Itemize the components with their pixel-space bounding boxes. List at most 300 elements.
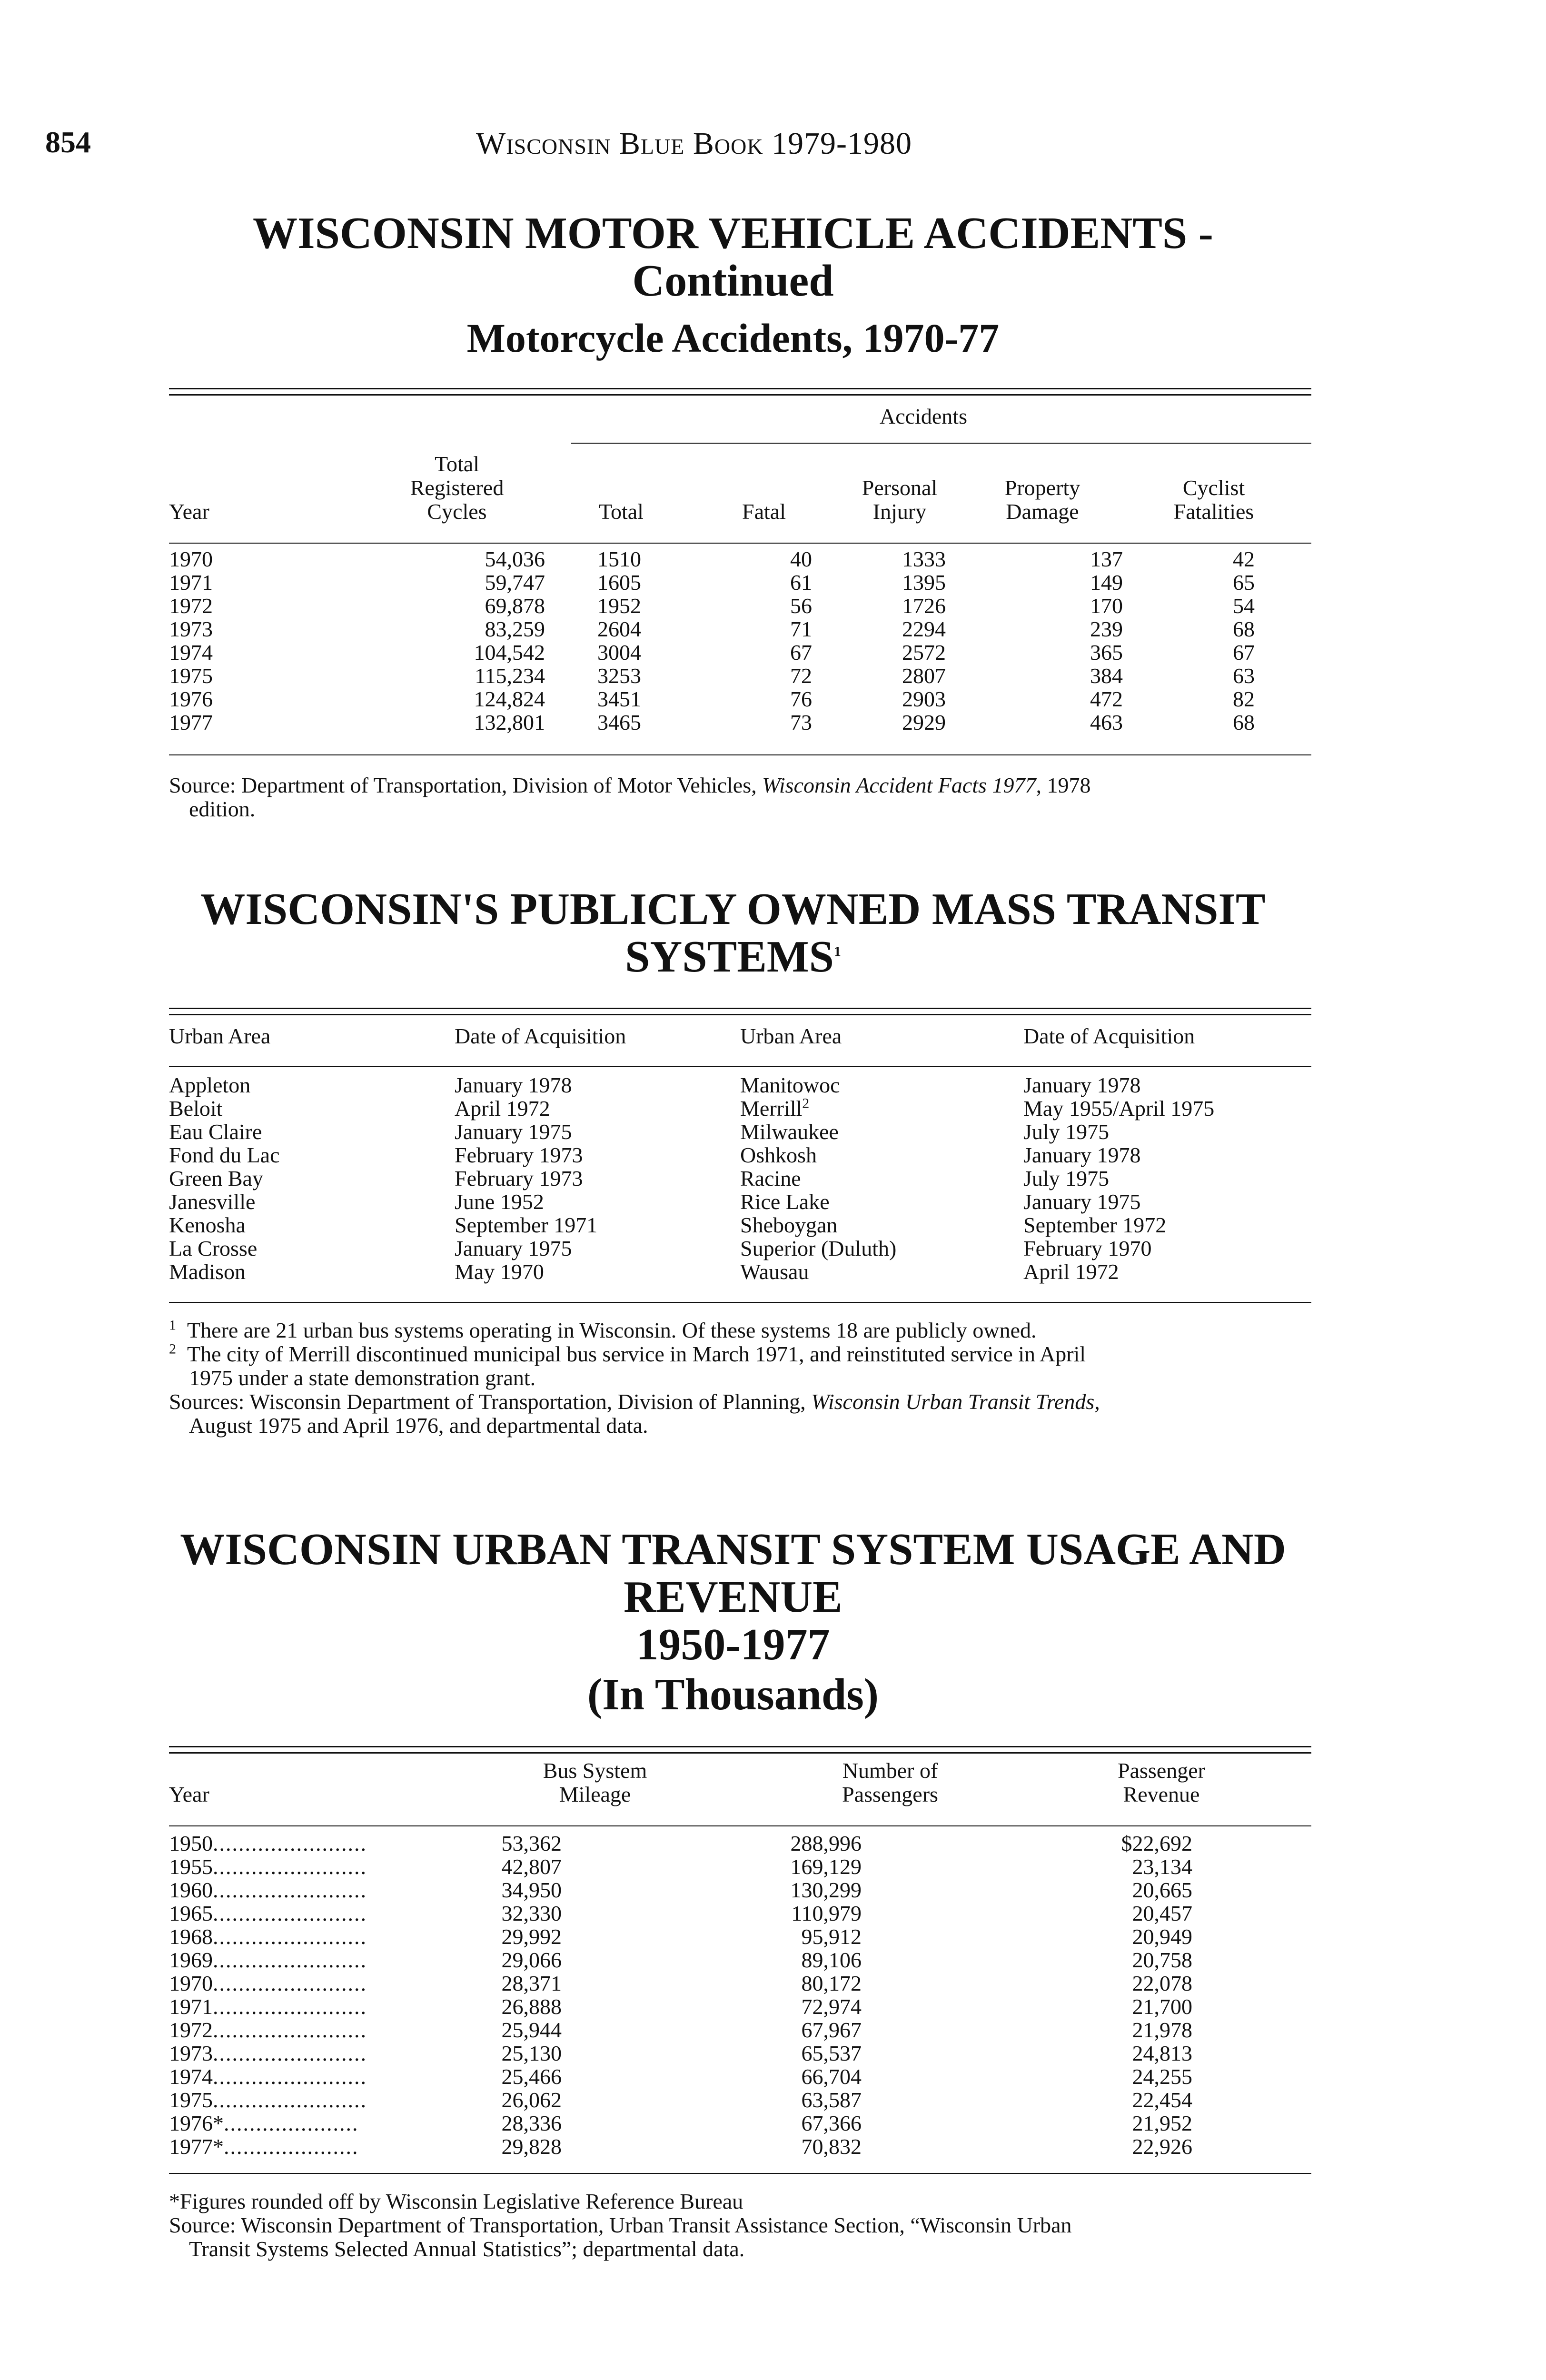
- note1-mark: 1: [169, 1317, 176, 1333]
- moto-cell-registered-cycles: 69,878: [485, 594, 545, 618]
- transit-col-date2: Date of Acquisition: [1023, 1024, 1195, 1048]
- usage-passengers: 80,172: [801, 1971, 862, 1995]
- usage-mileage: 28,371: [501, 1971, 562, 1995]
- col-cyclist-line1: Cyclist: [1182, 476, 1245, 500]
- transit-note1: [169, 1319, 1316, 1342]
- table-row: [169, 2042, 1240, 2065]
- transit-urban-area: Madison: [169, 1259, 246, 1284]
- transit-acquisition-date: June 1952: [455, 1190, 544, 1214]
- col-property-line1: Property: [1004, 476, 1080, 500]
- dot-leader: ........................: [213, 1924, 367, 1949]
- transit-urban-area: Manitowoc: [740, 1073, 840, 1097]
- dot-leader: ........................: [213, 1948, 367, 1972]
- moto-cell-year: 1971: [169, 570, 213, 595]
- transit-acquisition-date: May 1970: [455, 1259, 544, 1284]
- usage-source: Source: Wisconsin Department of Transportation, Urban Transit Assistance Section, “Wisconsin Urban: [169, 2213, 1072, 2237]
- table-row: [169, 594, 1385, 617]
- transit-sources: [169, 1390, 1316, 1414]
- usage-revenue: $22,692: [1121, 1831, 1192, 1855]
- col-cyclist-fatalities: [1152, 476, 1276, 524]
- transit-acquisition-date: February 1970: [1023, 1236, 1152, 1260]
- transit-table-left: [169, 1073, 740, 1283]
- moto-cell-property-damage: 239: [1090, 617, 1123, 641]
- usage-year-cell: [169, 2135, 459, 2158]
- moto-cell-cyclist-fatalities: 68: [1233, 710, 1255, 734]
- moto-cell-property-damage: 149: [1090, 570, 1123, 595]
- transit-acquisition-date: January 1978: [455, 1073, 572, 1097]
- usage-table: [169, 1832, 1240, 2158]
- moto-cell-property-damage: 472: [1090, 687, 1123, 711]
- usage-year-cell: [169, 2065, 459, 2088]
- table-row: [169, 1972, 1240, 1995]
- table-row: [169, 1948, 1240, 1972]
- usage-revenue: 20,758: [1132, 1948, 1192, 1972]
- table-row: [169, 1902, 1240, 1925]
- moto-cell-personal-injury: 2294: [902, 617, 946, 641]
- moto-cell-year: 1977: [169, 710, 213, 734]
- footnote-mark: 2: [802, 1095, 810, 1111]
- table-row: [169, 1073, 740, 1097]
- usage-year-cell: [169, 1855, 459, 1878]
- transit-urban-area: Wausau: [740, 1259, 809, 1284]
- transit-acquisition-date: May 1955/April 1975: [1023, 1096, 1215, 1121]
- transit-urban-area: Racine: [740, 1166, 801, 1190]
- table-row: [169, 1190, 740, 1213]
- table-row: [169, 617, 1385, 641]
- usage-mileage: 28,336: [501, 2111, 562, 2135]
- moto-cell-total: 1605: [597, 570, 641, 595]
- moto-cell-fatal: 61: [790, 570, 812, 595]
- col-registered-line1: Total: [435, 452, 479, 476]
- moto-cell-registered-cycles: 104,542: [474, 640, 545, 664]
- moto-cell-registered-cycles: 83,259: [485, 617, 545, 641]
- transit-acquisition-date: April 1972: [455, 1096, 550, 1121]
- table-row: [169, 1925, 1240, 1948]
- moto-cell-cyclist-fatalities: 54: [1233, 594, 1255, 618]
- usage-year: 1969: [169, 1948, 213, 1972]
- transit-acquisition-date: July 1975: [1023, 1166, 1110, 1190]
- usage-year: 1976*: [169, 2111, 224, 2135]
- transit-urban-area-cell: [740, 1190, 1023, 1213]
- table-row: [169, 1120, 740, 1143]
- moto-cell-total: 1952: [597, 594, 641, 618]
- moto-cell-property-damage: 365: [1090, 640, 1123, 664]
- usage-title-line2: REVENUE: [624, 1572, 842, 1622]
- usage-col-revenue: [1080, 1759, 1242, 1806]
- usage-col-pass-line1: Number of: [842, 1758, 938, 1783]
- col-year: Year: [169, 499, 209, 524]
- running-title-text: Wisconsin Blue Book 1979-1980: [476, 126, 912, 161]
- usage-revenue: 21,952: [1132, 2111, 1192, 2135]
- usage-title-line3: 1950-1977: [636, 1620, 830, 1669]
- transit-urban-area-cell: [740, 1237, 1023, 1260]
- transit-acquisition-date: September 1971: [455, 1213, 598, 1237]
- transit-urban-area: Janesville: [169, 1190, 256, 1214]
- usage-col-passengers: [809, 1759, 971, 1806]
- moto-cell-fatal: 76: [790, 687, 812, 711]
- table-row: [169, 1832, 1240, 1855]
- usage-year-cell: [169, 1995, 459, 2018]
- usage-passengers: 65,537: [801, 2041, 862, 2065]
- transit-urban-area: Fond du Lac: [169, 1143, 280, 1167]
- usage-passengers: 110,979: [791, 1901, 862, 1925]
- moto-cell-registered-cycles: 132,801: [474, 710, 545, 734]
- transit-acquisition-date: February 1973: [455, 1143, 583, 1167]
- table-row: [169, 2018, 1240, 2042]
- transit-note2-line2: 1975 under a state demonstration grant.: [189, 1366, 536, 1390]
- motorcycle-subtitle: Motorcycle Accidents, 1970-77: [466, 315, 1000, 361]
- dot-leader: ........................: [213, 1901, 367, 1925]
- table-row: [740, 1120, 1309, 1143]
- transit-title-mark: 1: [833, 943, 841, 960]
- moto-cell-total: 2604: [597, 617, 641, 641]
- running-title: [476, 126, 912, 162]
- table-row: [169, 664, 1385, 687]
- usage-revenue: 22,454: [1132, 2088, 1192, 2112]
- table-row: [169, 687, 1385, 711]
- transit-urban-area: Rice Lake: [740, 1190, 830, 1214]
- moto-cell-fatal: 73: [790, 710, 812, 734]
- col-registered-cycles: [386, 452, 528, 524]
- usage-mileage: 32,330: [501, 1901, 562, 1925]
- moto-cell-personal-injury: 1726: [902, 594, 946, 618]
- usage-revenue: 21,700: [1132, 1994, 1192, 2019]
- transit-urban-area: Merrill: [740, 1096, 803, 1121]
- moto-cell-year: 1976: [169, 687, 213, 711]
- usage-year: 1968: [169, 1924, 213, 1949]
- usage-col-rev-line1: Passenger: [1118, 1758, 1205, 1783]
- moto-cell-cyclist-fatalities: 65: [1233, 570, 1255, 595]
- usage-year: 1972: [169, 2018, 213, 2042]
- moto-cell-year: 1970: [169, 547, 213, 571]
- table-row: [169, 1878, 1240, 1902]
- usage-passengers: 89,106: [801, 1948, 862, 1972]
- usage-year: 1960: [169, 1878, 213, 1902]
- usage-revenue: 22,926: [1132, 2134, 1192, 2159]
- table-row: [169, 2065, 1240, 2088]
- motorcycle-source-line2: edition.: [189, 797, 256, 821]
- usage-passengers: 169,129: [790, 1854, 862, 1879]
- transit-col-date: Date of Acquisition: [455, 1024, 626, 1048]
- col-property-line2: Damage: [1006, 499, 1079, 524]
- dot-leader: .....................: [224, 2134, 359, 2159]
- usage-passengers: 67,967: [801, 2018, 862, 2042]
- usage-mileage: 29,828: [501, 2134, 562, 2159]
- usage-year: 1973: [169, 2041, 213, 2065]
- moto-cell-fatal: 72: [790, 664, 812, 688]
- col-personal-injury: [847, 476, 952, 524]
- moto-cell-cyclist-fatalities: 82: [1233, 687, 1255, 711]
- col-property-damage: [985, 476, 1100, 524]
- transit-urban-area: Beloit: [169, 1096, 223, 1121]
- usage-header-rule: [169, 1825, 1311, 1826]
- motorcycle-title-line1: WISCONSIN MOTOR VEHICLE ACCIDENTS -: [253, 208, 1213, 258]
- usage-year-cell: [169, 1972, 459, 1995]
- transit-urban-area-cell: [740, 1143, 1023, 1167]
- usage-source-line2: Transit Systems Selected Annual Statistics”; departmental data.: [189, 2237, 745, 2261]
- transit-acquisition-date: January 1978: [1023, 1143, 1141, 1167]
- usage-year: 1971: [169, 1994, 213, 2019]
- col-total: Total: [599, 499, 644, 524]
- table-row: [169, 2135, 1240, 2158]
- usage-revenue: 20,457: [1132, 1901, 1192, 1925]
- usage-title-line4: (In Thousands): [587, 1670, 879, 1719]
- moto-cell-total: 3451: [597, 687, 641, 711]
- usage-mileage: 29,066: [501, 1948, 562, 1972]
- dot-leader: ........................: [213, 1971, 367, 1995]
- transit-urban-area: Green Bay: [169, 1166, 263, 1190]
- col-fatal: Fatal: [742, 499, 786, 524]
- motorcycle-table: [169, 547, 1385, 734]
- transit-col-area: Urban Area: [169, 1024, 271, 1048]
- moto-cell-year: 1974: [169, 640, 213, 664]
- usage-year: 1955: [169, 1854, 213, 1879]
- col-injury-line1: Personal: [862, 476, 938, 500]
- usage-passengers: 70,832: [801, 2134, 862, 2159]
- transit-note2: [169, 1342, 1316, 1366]
- moto-cell-cyclist-fatalities: 68: [1233, 617, 1255, 641]
- usage-top-rule-1: [169, 1746, 1311, 1747]
- table-row: [169, 1167, 740, 1190]
- usage-passengers: 95,912: [801, 1924, 862, 1949]
- transit-acquisition-date: January 1975: [455, 1236, 572, 1260]
- moto-cell-personal-injury: 1333: [902, 547, 946, 571]
- page-number: 854: [45, 125, 91, 159]
- usage-mileage: 29,992: [501, 1924, 562, 1949]
- moto-cell-fatal: 40: [790, 547, 812, 571]
- moto-cell-fatal: 71: [790, 617, 812, 641]
- usage-top-rule-2: [169, 1752, 1311, 1754]
- transit-urban-area: Milwaukee: [740, 1120, 839, 1144]
- moto-cell-property-damage: 463: [1090, 710, 1123, 734]
- table-row: [169, 2112, 1240, 2135]
- usage-revenue: 24,813: [1132, 2041, 1192, 2065]
- usage-revenue: 24,255: [1132, 2064, 1192, 2089]
- transit-acquisition-date: September 1972: [1023, 1213, 1167, 1237]
- moto-cell-year: 1972: [169, 594, 213, 618]
- moto-cell-property-damage: 384: [1090, 664, 1123, 688]
- transit-urban-area-cell: [740, 1167, 1023, 1190]
- motorcycle-header-rule: [169, 543, 1311, 544]
- usage-revenue: 21,978: [1132, 2018, 1192, 2042]
- col-registered-line3: Cycles: [427, 499, 487, 524]
- moto-cell-total: 3253: [597, 664, 641, 688]
- usage-mileage: 26,062: [501, 2088, 562, 2112]
- transit-urban-area: Appleton: [169, 1073, 251, 1097]
- usage-year: 1965: [169, 1901, 213, 1925]
- usage-revenue: 22,078: [1132, 1971, 1192, 1995]
- table-row: [169, 1260, 740, 1283]
- table-row: [169, 547, 1385, 571]
- usage-year-cell: [169, 1902, 459, 1925]
- motorcycle-top-rule-1: [169, 388, 1311, 389]
- moto-cell-personal-injury: 2572: [902, 640, 946, 664]
- usage-passengers: 67,366: [801, 2111, 862, 2135]
- transit-sources-a: Sources: Wisconsin Department of Transportation, Division of Planning,: [169, 1389, 812, 1414]
- dot-leader: ........................: [213, 2018, 367, 2042]
- moto-cell-total: 1510: [597, 547, 641, 571]
- moto-cell-personal-injury: 2807: [902, 664, 946, 688]
- transit-acquisition-date: January 1978: [1023, 1073, 1141, 1097]
- table-row: [740, 1097, 1309, 1120]
- usage-revenue: 20,949: [1132, 1924, 1192, 1949]
- table-row: [169, 641, 1385, 664]
- transit-urban-area: Kenosha: [169, 1213, 246, 1237]
- transit-urban-area-cell: [740, 1097, 1023, 1120]
- transit-urban-area: Sheboygan: [740, 1213, 838, 1237]
- usage-mileage: 25,466: [501, 2064, 562, 2089]
- moto-cell-personal-injury: 1395: [902, 570, 946, 595]
- dot-leader: ........................: [213, 2088, 367, 2112]
- usage-mileage: 25,944: [501, 2018, 562, 2042]
- transit-title-line1: WISCONSIN'S PUBLICLY OWNED MASS TRANSIT: [200, 884, 1266, 934]
- moto-cell-personal-injury: 2929: [902, 710, 946, 734]
- usage-passengers: 288,996: [790, 1831, 862, 1855]
- table-row: [169, 1855, 1240, 1878]
- usage-footnote: *Figures rounded off by Wisconsin Legislative Reference Bureau: [169, 2189, 743, 2213]
- transit-title-line2-wrap: [143, 933, 1323, 981]
- usage-mileage: 53,362: [501, 1831, 562, 1855]
- moto-cell-year: 1975: [169, 664, 213, 688]
- usage-year: 1977*: [169, 2134, 224, 2159]
- moto-cell-cyclist-fatalities: 67: [1233, 640, 1255, 664]
- dot-leader: ........................: [213, 1831, 367, 1855]
- usage-col-year: Year: [169, 1782, 209, 1806]
- usage-mileage: 34,950: [501, 1878, 562, 1902]
- table-row: [740, 1143, 1309, 1167]
- transit-right-body: [740, 1073, 1309, 1283]
- usage-year: 1975: [169, 2088, 213, 2112]
- usage-passengers: 72,974: [801, 1994, 862, 2019]
- motorcycle-source: [169, 774, 1316, 797]
- usage-mileage: 25,130: [501, 2041, 562, 2065]
- usage-col-mileage-line2: Mileage: [559, 1782, 631, 1806]
- usage-year-cell: [169, 2112, 459, 2135]
- moto-cell-registered-cycles: 124,824: [474, 687, 545, 711]
- moto-cell-registered-cycles: 59,747: [485, 570, 545, 595]
- table-row: [740, 1073, 1309, 1097]
- usage-title-line1: WISCONSIN URBAN TRANSIT SYSTEM USAGE AND: [180, 1525, 1286, 1574]
- table-row: [169, 1097, 740, 1120]
- usage-table-body: [169, 1832, 1240, 2158]
- usage-year-cell: [169, 2042, 459, 2065]
- note2-mark: 2: [169, 1341, 176, 1357]
- dot-leader: ........................: [213, 1994, 367, 2019]
- table-row: [169, 1995, 1240, 2018]
- table-row: [169, 2088, 1240, 2112]
- transit-urban-area-cell: [740, 1073, 1023, 1097]
- moto-cell-total: 3004: [597, 640, 641, 664]
- usage-year-cell: [169, 2018, 459, 2042]
- usage-passengers: 66,704: [801, 2064, 862, 2089]
- usage-year-cell: [169, 2088, 459, 2112]
- transit-urban-area-cell: [740, 1120, 1023, 1143]
- usage-col-mileage-line1: Bus System: [543, 1758, 647, 1783]
- table-row: [169, 571, 1385, 594]
- note1-text: There are 21 urban bus systems operating in Wisconsin. Of these systems 18 are publicly owned.: [187, 1318, 1037, 1342]
- accidents-group-rule: [571, 443, 1311, 444]
- transit-top-rule-1: [169, 1008, 1311, 1009]
- moto-cell-fatal: 67: [790, 640, 812, 664]
- dot-leader: ........................: [213, 1854, 367, 1879]
- usage-mileage: 42,807: [501, 1854, 562, 1879]
- transit-table-right: [740, 1073, 1309, 1283]
- dot-leader: ........................: [213, 2041, 367, 2065]
- usage-passengers: 130,299: [790, 1878, 862, 1902]
- table-row: [169, 1237, 740, 1260]
- table-row: [740, 1213, 1309, 1237]
- usage-year-cell: [169, 1925, 459, 1948]
- table-row: [740, 1260, 1309, 1283]
- transit-urban-area: La Crosse: [169, 1236, 258, 1260]
- transit-urban-area: Superior (Duluth): [740, 1236, 897, 1260]
- transit-title-line2: SYSTEMS: [625, 932, 834, 982]
- table-row: [740, 1167, 1309, 1190]
- table-row: [740, 1237, 1309, 1260]
- usage-col-pass-line2: Passengers: [842, 1782, 938, 1806]
- usage-bottom-rule: [169, 2173, 1311, 2174]
- motorcycle-bottom-rule: [169, 754, 1311, 755]
- usage-year: 1950: [169, 1831, 213, 1855]
- dot-leader: ........................: [213, 2064, 367, 2089]
- moto-cell-personal-injury: 2903: [902, 687, 946, 711]
- table-row: [169, 1213, 740, 1237]
- usage-revenue: 20,665: [1132, 1878, 1192, 1902]
- motorcycle-top-rule-2: [169, 394, 1311, 396]
- moto-cell-cyclist-fatalities: 63: [1233, 664, 1255, 688]
- usage-year-cell: [169, 1878, 459, 1902]
- transit-urban-area: Oshkosh: [740, 1143, 817, 1167]
- dot-leader: ........................: [213, 1878, 367, 1902]
- transit-left-body: [169, 1073, 740, 1283]
- col-registered-line2: Registered: [410, 476, 504, 500]
- transit-urban-area: Eau Claire: [169, 1120, 262, 1144]
- transit-sources-line2: August 1975 and April 1976, and departmental data.: [189, 1413, 648, 1438]
- usage-year-cell: [169, 1832, 459, 1855]
- usage-passengers: 63,587: [801, 2088, 862, 2112]
- note2-text-a: The city of Merrill discontinued municipal bus service in March 1971, and reinstituted service in April: [187, 1342, 1086, 1366]
- moto-cell-total: 3465: [597, 710, 641, 734]
- transit-urban-area-cell: [740, 1260, 1023, 1283]
- table-row: [740, 1190, 1309, 1213]
- usage-year: 1970: [169, 1971, 213, 1995]
- accidents-group-header: Accidents: [880, 404, 967, 428]
- dot-leader: .....................: [224, 2111, 359, 2135]
- usage-year-cell: [169, 1948, 459, 1972]
- moto-cell-fatal: 56: [790, 594, 812, 618]
- transit-acquisition-date: January 1975: [455, 1120, 572, 1144]
- moto-cell-registered-cycles: 115,234: [475, 664, 545, 688]
- transit-bottom-rule: [169, 1302, 1311, 1303]
- moto-cell-registered-cycles: 54,036: [485, 547, 545, 571]
- transit-acquisition-date: February 1973: [455, 1166, 583, 1190]
- motorcycle-source-b: 1978: [1041, 773, 1091, 797]
- transit-acquisition-date: January 1975: [1023, 1190, 1141, 1214]
- transit-sources-italic: Wisconsin Urban Transit Trends,: [811, 1389, 1100, 1414]
- usage-col-rev-line2: Revenue: [1123, 1782, 1200, 1806]
- transit-top-rule-2: [169, 1014, 1311, 1015]
- transit-acquisition-date: April 1972: [1023, 1259, 1119, 1284]
- moto-cell-cyclist-fatalities: 42: [1233, 547, 1255, 571]
- transit-header-rule: [169, 1066, 1311, 1067]
- table-row: [169, 711, 1385, 734]
- usage-year: 1974: [169, 2064, 213, 2089]
- motorcycle-title-line2: Continued: [632, 256, 834, 306]
- transit-col-area2: Urban Area: [740, 1024, 842, 1048]
- transit-urban-area-cell: [740, 1213, 1023, 1237]
- moto-cell-property-damage: 137: [1090, 547, 1123, 571]
- usage-col-mileage: [514, 1759, 676, 1806]
